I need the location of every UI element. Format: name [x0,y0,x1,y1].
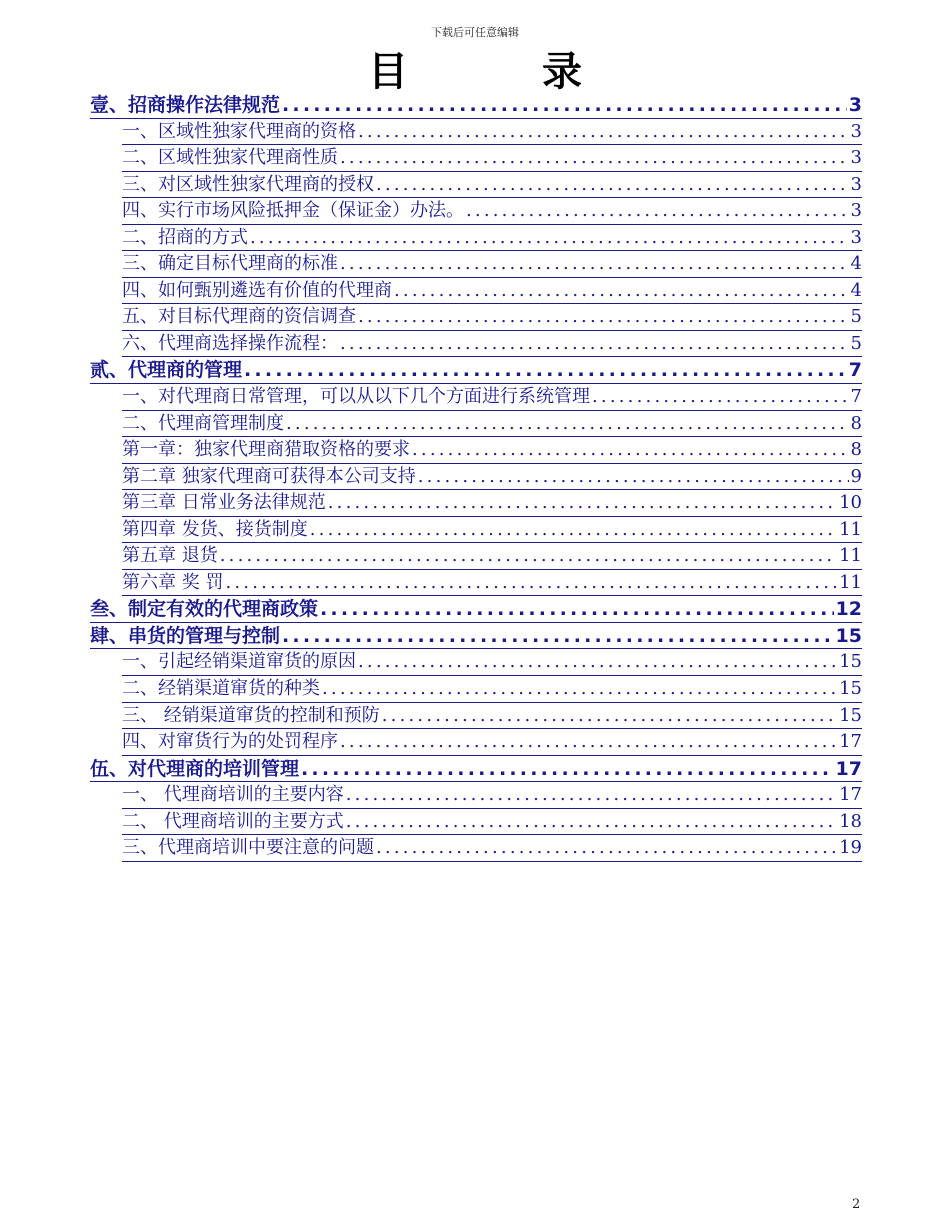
toc-chapter-link[interactable] [90,357,862,384]
toc-dot-leader [412,437,849,463]
toc-entry-title: 第五章 退货 [122,545,218,567]
toc-chapter-link[interactable] [90,92,862,119]
toc-chapter-link[interactable] [90,596,862,623]
toc-entry-page: 10 [839,492,862,514]
toc-entry-page: 15 [835,624,862,647]
toc-entry-page: 5 [850,332,862,354]
toc-entry-title: 二、区域性独家代理商性质 [122,147,338,169]
toc-dot-leader [358,119,849,145]
toc-section-link[interactable] [122,490,862,517]
toc-entry-page: 15 [839,704,862,726]
toc-entry-title: 二、经销渠道窜货的种类 [122,678,320,700]
toc-section-link[interactable] [122,437,862,464]
toc-dot-leader [418,464,849,490]
toc-dot-leader [225,570,837,596]
toc-entry-title: 三、代理商培训中要注意的问题 [122,837,374,859]
toc-entry-title: 一、 代理商培训的主要内容 [122,784,344,806]
toc-section-link[interactable] [122,809,862,836]
toc-entry-page: 8 [850,412,862,434]
toc-section-link[interactable] [122,835,862,862]
toc-section-link[interactable] [122,517,862,544]
toc-dot-leader [466,198,849,224]
toc-section-link[interactable] [122,464,862,491]
toc-entry-title: 四、如何甄别遴选有价值的代理商 [122,279,392,301]
toc-entry-page: 12 [835,598,862,621]
toc-entry-page: 15 [839,651,862,673]
toc-dot-leader [310,517,837,543]
toc-entry-title: 肆、串货的管理与控制 [90,624,281,647]
toc-dot-leader [592,384,849,410]
toc-entry-page: 17 [839,784,862,806]
toc-entry-title: 叁、制定有效的代理商政策 [90,598,319,621]
toc-entry-page: 11 [839,571,862,593]
page-number: 2 [852,1197,861,1212]
toc-entry-title: 二、 代理商培训的主要方式 [122,810,344,832]
toc-entry-page: 11 [839,518,862,540]
toc-section-link[interactable] [122,729,862,756]
toc-section-link[interactable] [122,251,862,278]
toc-section-link[interactable] [122,119,862,146]
toc-entry-title: 第三章 日常业务法律规范 [122,492,326,514]
toc-section-link[interactable] [122,172,862,199]
toc-section-link[interactable] [122,782,862,809]
toc-dot-leader [244,357,847,383]
toc-dot-leader [250,225,849,251]
toc-dot-leader [320,596,834,622]
toc-section-link[interactable] [122,411,862,438]
toc-entry-title: 第六章 奖 罚 [122,571,224,593]
toc-entry-page: 3 [850,226,862,248]
toc-dot-leader [376,172,849,198]
toc-entry-page: 11 [839,545,862,567]
toc-entry-title: 三、确定目标代理商的标准 [122,253,338,275]
toc-entry-title: 伍、对代理商的培训管理 [90,757,300,780]
toc-dot-leader [340,251,849,277]
toc-section-link[interactable] [122,198,862,225]
toc-section-link[interactable] [122,278,862,305]
toc-entry-title: 第一章：独家代理商猎取资格的要求 [122,439,410,461]
toc-entry-title: 贰、代理商的管理 [90,359,243,382]
toc-entry-page: 7 [848,359,862,382]
toc-dot-leader [358,304,849,330]
toc-dot-leader [394,278,849,304]
toc-dot-leader [322,676,837,702]
toc-entry-title: 三、对区域性独家代理商的授权 [122,173,374,195]
toc-dot-leader [358,649,837,675]
toc-entry-title: 一、引起经销渠道窜货的原因 [122,651,356,673]
toc-entry-title: 二、代理商管理制度 [122,412,284,434]
toc-section-link[interactable] [122,570,862,597]
toc-entry-page: 3 [850,147,862,169]
toc-entry-title: 六、代理商选择操作流程： [122,332,338,354]
toc-entry-page: 17 [835,757,862,780]
toc-dot-leader [220,543,837,569]
toc-dot-leader [328,490,837,516]
toc-dot-leader [346,809,837,835]
toc-entry-page: 3 [850,173,862,195]
toc-dot-leader [301,756,834,782]
toc-entry-title: 四、实行市场风险抵押金（保证金）办法。 [122,200,464,222]
toc-dot-leader [382,703,837,729]
toc-dot-leader [282,623,834,649]
toc-section-link[interactable] [122,145,862,172]
toc-entry-page: 5 [850,306,862,328]
toc-dot-leader [340,729,837,755]
toc-chapter-link[interactable] [90,756,862,783]
toc-entry-page: 9 [850,465,862,487]
toc-entry-title: 第二章 独家代理商可获得本公司支持 [122,465,416,487]
toc-section-link[interactable] [122,543,862,570]
toc-chapter-link[interactable] [90,623,862,650]
toc-dot-leader [340,145,849,171]
toc-entry-title: 五、对目标代理商的资信调查 [122,306,356,328]
toc-dot-leader [286,411,849,437]
toc-entry-title: 壹、招商操作法律规范 [90,94,281,116]
header-note: 下载后可任意编辑 [431,26,519,39]
toc-dot-leader [282,92,847,118]
toc-section-link[interactable] [122,225,862,252]
toc-entry-title: 二、招商的方式 [122,226,248,248]
toc-entry-page: 18 [839,810,862,832]
toc-entry-page: 7 [850,386,862,408]
toc-section-link[interactable] [122,331,862,358]
toc-dot-leader [376,835,837,861]
page-title: 目 录 [368,49,642,95]
table-of-contents [90,92,862,862]
toc-entry-title: 四、对窜货行为的处罚程序 [122,731,338,753]
toc-entry-title: 一、对代理商日常管理，可以从以下几个方面进行系统管理 [122,386,590,408]
toc-entry-title: 一、区域性独家代理商的资格 [122,120,356,142]
toc-entry-page: 8 [850,439,862,461]
toc-entry-title: 第四章 发货、接货制度 [122,518,308,540]
toc-entry-page: 3 [848,94,862,116]
toc-dot-leader [340,331,849,357]
toc-entry-page: 15 [839,678,862,700]
toc-entry-page: 4 [850,279,862,301]
toc-dot-leader [346,782,837,808]
toc-entry-title: 三、 经销渠道窜货的控制和预防 [122,704,380,726]
toc-entry-page: 3 [850,120,862,142]
toc-entry-page: 17 [839,731,862,753]
toc-entry-page: 4 [850,253,862,275]
toc-section-link[interactable] [122,703,862,730]
toc-entry-page: 19 [839,837,862,859]
toc-entry-page: 3 [850,200,862,222]
toc-section-link[interactable] [122,304,862,331]
toc-section-link[interactable] [122,676,862,703]
toc-section-link[interactable] [122,649,862,676]
toc-section-link[interactable] [122,384,862,411]
